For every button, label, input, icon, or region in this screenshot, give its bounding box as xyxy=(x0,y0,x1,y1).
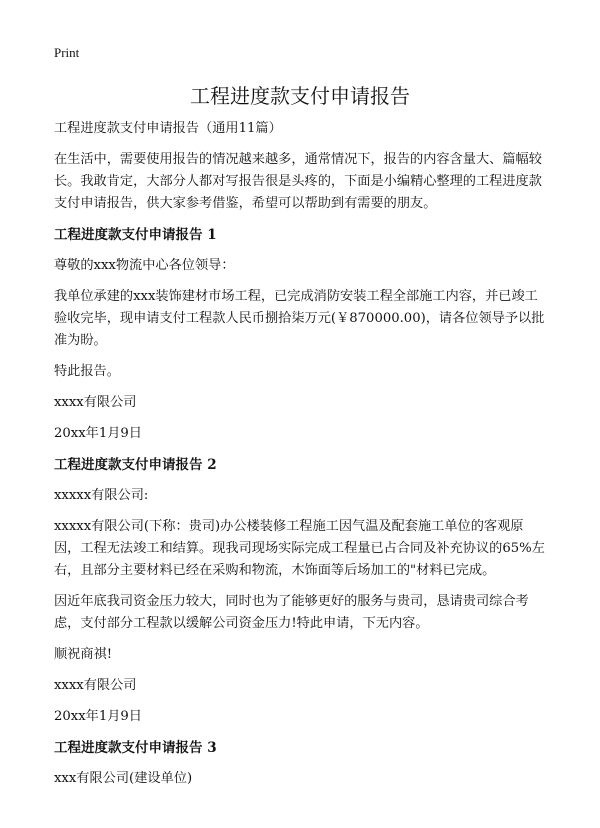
report-section-2 xyxy=(54,454,546,728)
section-heading: 工程进度款支付申请报告 1 xyxy=(54,227,217,243)
document-title: 工程进度款支付申请报告 xyxy=(190,84,410,108)
closing-line: 顺祝商祺! xyxy=(54,647,113,662)
section-heading: 工程进度款支付申请报告 2 xyxy=(54,457,217,473)
body-paragraph: xxxxx有限公司(下称：贵司)办公楼装修工程施工因气温及配套施工单位的客观原因，工程无法竣工和结算。现我司现场实际完成工程量已占合同及补充协议的65%左右，且部分主要材料已经在采购和物流，木饰面等后场加工的"材料已完成。 xyxy=(54,519,545,578)
section-heading: 工程进度款支付申请报告 3 xyxy=(54,740,217,756)
intro-paragraph: 在生活中，需要使用报告的情况越来越多，通常情况下，报告的内容含量大、篇幅较长。我敢肯定，大部分人都对写报告很是头疼的，下面是小编精心整理的工程进度款支付申请报告，供大家参考借鉴，希望可以帮助到有需要的朋友。 xyxy=(54,152,542,211)
body-paragraph: 因近年底我司资金压力较大，同时也为了能够更好的服务与贵司，恳请贵司综合考虑，支付部分工程款以缓解公司资金压力!特此申请，下无内容。 xyxy=(54,594,529,631)
salutation: xxxxx有限公司: xyxy=(54,488,149,503)
signature-company: xxxx有限公司 xyxy=(54,395,137,410)
report-section-3 xyxy=(54,737,546,790)
document-subtitle: 工程进度款支付申请报告（通用11篇） xyxy=(54,121,282,136)
signature-company: xxxx有限公司 xyxy=(54,678,137,693)
salutation: 尊敬的xxx物流中心各位领导： xyxy=(54,258,235,273)
signature-date: 20xx年1月9日 xyxy=(54,426,142,441)
print-link[interactable]: Print xyxy=(54,45,80,60)
closing-line: 特此报告。 xyxy=(54,364,120,379)
body-paragraph: 我单位承建的xxx装饰建材市场工程，已完成消防安装工程全部施工内容，并已竣工验收完毕，现申请支付工程款人民币捌拾柒万元(￥870000.00)，请各位领导予以批准为盼。 xyxy=(54,289,545,348)
signature-date: 20xx年1月9日 xyxy=(54,709,142,724)
report-section-1 xyxy=(54,224,546,445)
salutation: xxx有限公司(建设单位) xyxy=(54,771,193,786)
